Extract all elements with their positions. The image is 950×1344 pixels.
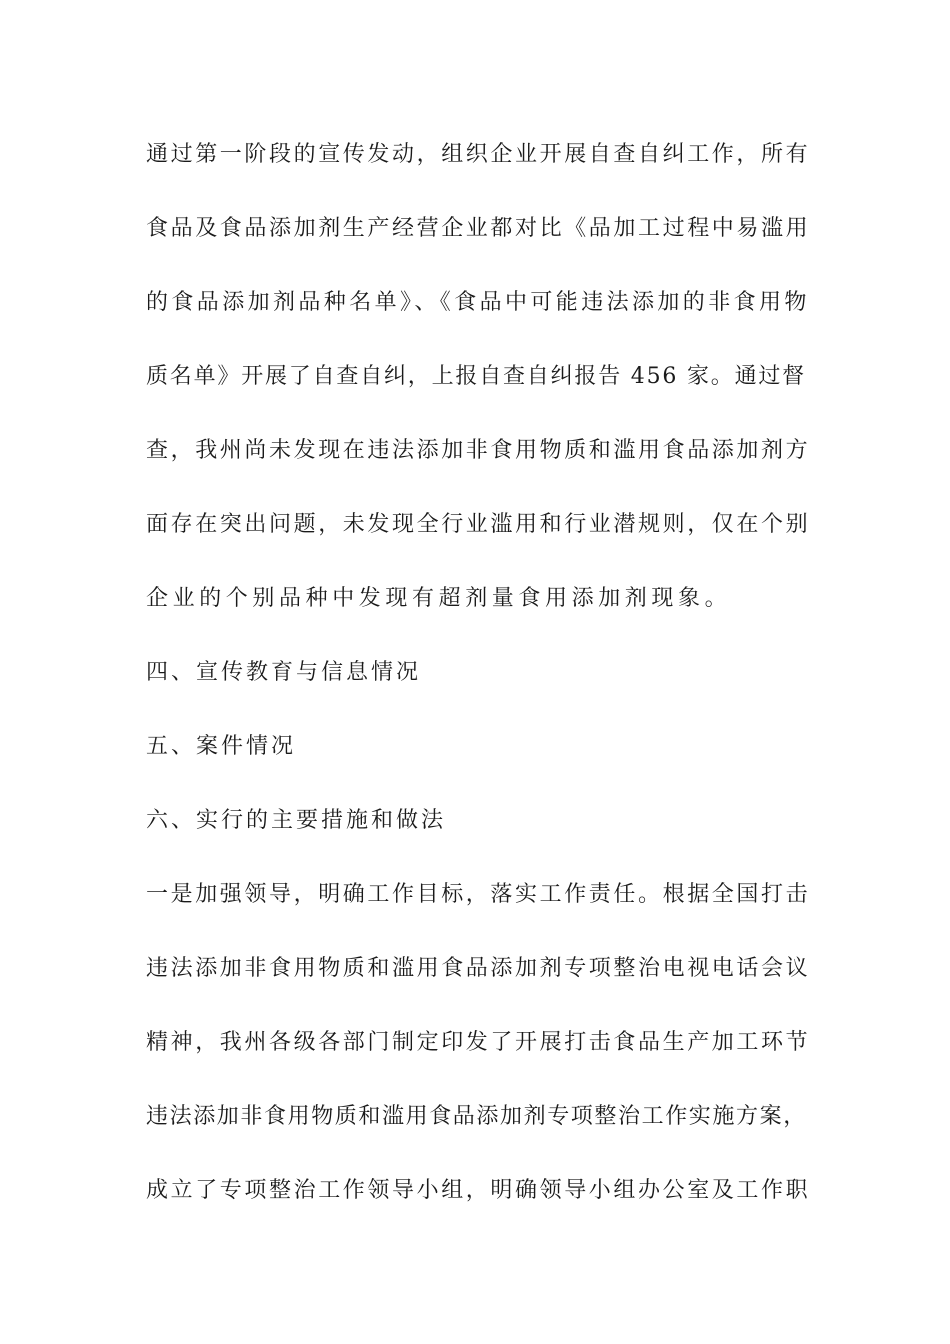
paragraph-line: 的食品添加剂品种名单》、《食品中可能违法添加的非食用物: [146, 290, 810, 315]
paragraph-line: 查，我州尚未发现在违法添加非食用物质和滥用食品添加剂方: [146, 438, 811, 463]
paragraph-line: 违法添加非食用物质和滥用食品添加剂专项整治电视电话会议: [146, 956, 811, 981]
paragraph-line: 成立了专项整治工作领导小组，明确领导小组办公室及工作职: [146, 1178, 811, 1203]
paragraph-line: 精神，我州各级各部门制定印发了开展打击食品生产加工环节: [146, 1030, 811, 1055]
section-heading-propaganda: 四、宣传教育与信息情况: [146, 660, 422, 685]
section-heading-measures: 六、实行的主要措施和做法: [146, 808, 447, 833]
paragraph-line: 企业的个别品种中发现有超剂量食用添加剂现象。: [146, 586, 732, 611]
document-body: [146, 118, 810, 1228]
paragraph-line: 质名单》开展了自查自纠，上报自查自纠报告 456 家。通过督: [146, 364, 806, 389]
paragraph-line: 食品及食品添加剂生产经营企业都对比《品加工过程中易滥用: [146, 216, 811, 241]
section-heading-cases: 五、案件情况: [146, 734, 297, 759]
paragraph-line: 一是加强领导，明确工作目标，落实工作责任。根据全国打击: [146, 882, 811, 907]
paragraph-line: 通过第一阶段的宣传发动，组织企业开展自查自纠工作，所有: [146, 142, 811, 167]
paragraph-line: 违法添加非食用物质和滥用食品添加剂专项整治工作实施方案，: [146, 1104, 807, 1129]
paragraph-line: 面存在突出问题，未发现全行业滥用和行业潜规则，仅在个别: [146, 512, 811, 537]
